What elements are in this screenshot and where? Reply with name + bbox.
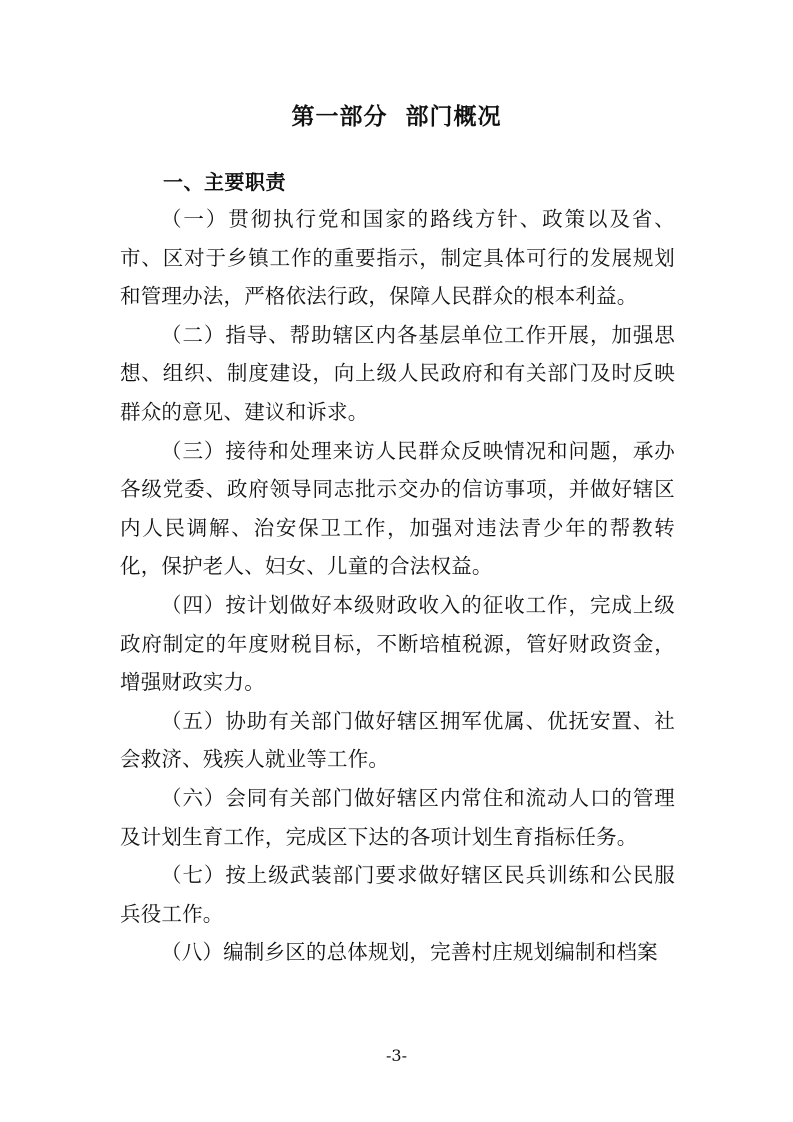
page-number: -3- [386, 1046, 407, 1065]
section-heading: 一、主要职责 [163, 170, 286, 194]
paragraph-duty-2: （二）指导、帮助辖区内各基层单位工作开展，加强思想、组织、制度建设，向上级人民政府和有关部门及时反映群众的意见、建议和诉求。 [120, 322, 675, 424]
paragraph-duty-3: （三）接待和处理来访人民群众反映情况和问题，承办各级党委、政府领导同志批示交办的信访事项，并做好辖区内人民调解、治安保卫工作，加强对违法青少年的帮教转化，保护老人、妇女、儿童的合法权益。 [120, 438, 675, 579]
paragraph-duty-7: （七）按上级武装部门要求做好辖区民兵训练和公民服兵役工作。 [120, 863, 675, 926]
body-text [120, 200, 675, 972]
paragraph-duty-8: （八）编制乡区的总体规划，完善村庄规划编制和档案 [161, 940, 658, 965]
paragraph-duty-6: （六）会同有关部门做好辖区内常住和流动人口的管理及计划生育工作，完成区下达的各项计划生育指标任务。 [120, 785, 675, 849]
paragraph-duty-5: （五）协助有关部门做好辖区拥军优属、优抚安置、社会救济、残疾人就业等工作。 [120, 708, 675, 772]
paragraph-duty-4: （四）按计划做好本级财政收入的征收工作，完成上级政府制定的年度财税目标，不断培植税源，管好财政资金，增强财政实力。 [120, 592, 675, 695]
page-title: 第一部分 部门概况 [291, 104, 502, 130]
paragraph-duty-1: （一）贯彻执行党和国家的路线方针、政策以及省、市、区对于乡镇工作的重要指示，制定具体可行的发展规划和管理办法，严格依法行政，保障人民群众的根本利益。 [120, 207, 675, 309]
